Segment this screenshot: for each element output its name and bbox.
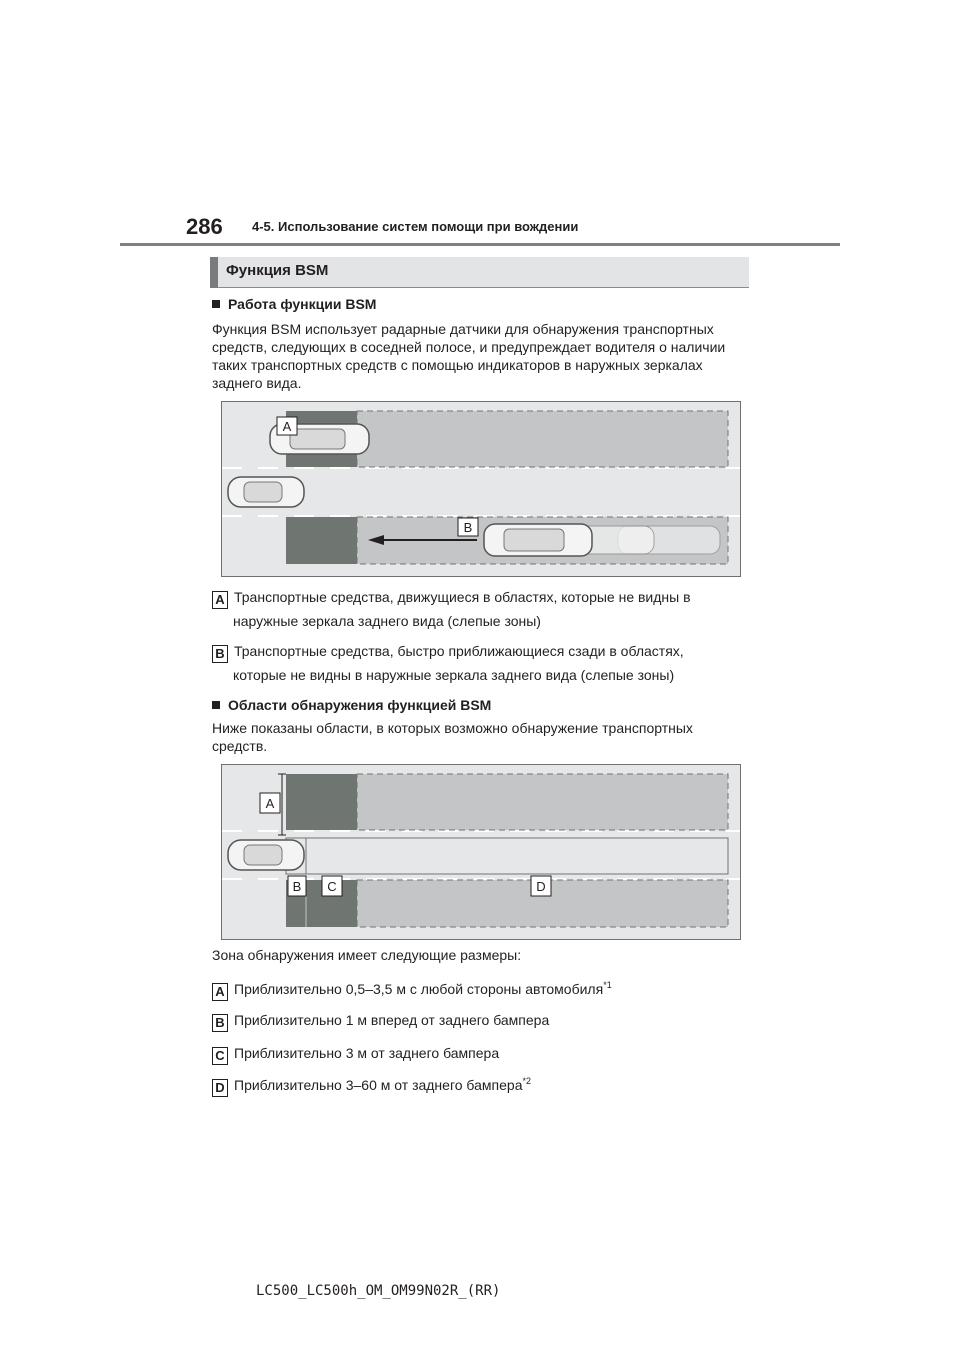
operation-heading xyxy=(212,296,376,312)
badge-d: D xyxy=(212,1079,228,1097)
dimension-c-text: Приблизительно 3 м от заднего бампера xyxy=(234,1045,500,1061)
footnote-ref-2: *2 xyxy=(522,1076,531,1086)
legend-b-line2: которые не видны в наружные зеркала заднего вида (слепые зоны) xyxy=(233,667,675,683)
dimension-item-c xyxy=(212,1044,499,1065)
legend-a-line1: Транспортные средства, движущиеся в областях, которые не видны в xyxy=(234,589,691,605)
section-title-bar xyxy=(210,257,749,288)
zone-d-upper xyxy=(357,774,728,830)
figure-label-c: C xyxy=(327,879,337,894)
square-bullet-icon xyxy=(212,701,220,709)
dimension-a-text: Приблизительно 0,5–3,5 м с любой стороны автомобиля xyxy=(234,981,604,997)
badge-a: A xyxy=(212,983,228,1001)
figure-label-b: B xyxy=(463,520,473,535)
figure-label-d: D xyxy=(536,879,546,894)
badge-b: B xyxy=(212,1014,228,1032)
header-rule xyxy=(120,243,840,246)
operation-heading-text: Работа функции BSM xyxy=(228,296,377,312)
badge-c: C xyxy=(212,1047,228,1065)
own-vehicle-car-icon xyxy=(228,477,304,507)
dimensions-intro: Зона обнаружения имеет следующие размеры: xyxy=(212,947,522,963)
dimension-item-a xyxy=(212,980,612,1001)
badge-b: B xyxy=(212,645,228,663)
approach-zone-left xyxy=(357,411,728,467)
operation-line: Функция BSM использует радарные датчики для обнаружения транспортных xyxy=(212,321,714,337)
square-bullet-icon xyxy=(212,300,220,308)
vehicle-b-car-icon xyxy=(484,524,720,556)
section-accent xyxy=(210,257,218,288)
page-number: 286 xyxy=(186,214,223,239)
detection-line: средств. xyxy=(212,738,268,754)
bsm-detection-figure xyxy=(221,764,741,940)
dimension-d-text: Приблизительно 3–60 м от заднего бампера xyxy=(234,1077,523,1093)
operation-line: заднего вида. xyxy=(212,375,302,391)
operation-paragraph xyxy=(212,320,752,392)
badge-a: A xyxy=(212,591,228,609)
section-title: Функция BSM xyxy=(226,262,329,279)
dimension-b-text: Приблизительно 1 м вперед от заднего бампера xyxy=(234,1012,550,1028)
section-path: 4-5. Использование систем помощи при вождении xyxy=(252,219,579,234)
legend-b-line1: Транспортные средства, быстро приближающиеся сзади в областях, xyxy=(234,643,684,659)
legend-item-b xyxy=(212,642,684,663)
footer-code: LC500_LC500h_OM_OM99N02R_(RR) xyxy=(256,1283,501,1299)
dimension-item-b xyxy=(212,1011,549,1032)
detection-paragraph xyxy=(212,719,752,755)
operation-line: таких транспортных средств с помощью индикаторов в наружных зеркалах xyxy=(212,357,703,373)
detection-heading-text: Области обнаружения функцией BSM xyxy=(228,697,492,713)
bsm-detection-diagram xyxy=(222,765,740,939)
zone-a-dark xyxy=(286,774,357,830)
legend-a-line2: наружные зеркала заднего вида (слепые зоны) xyxy=(233,613,541,629)
figure-label-b: B xyxy=(292,879,302,894)
detection-heading xyxy=(212,697,491,713)
figure-label-a: A xyxy=(265,796,275,811)
detection-line: Ниже показаны области, в которых возможно обнаружение транспортных xyxy=(212,720,693,736)
blind-spot-zone-right xyxy=(286,517,357,564)
bsm-operation-diagram xyxy=(222,402,740,576)
dimension-item-d xyxy=(212,1076,531,1097)
legend-item-a xyxy=(212,588,691,609)
footnote-ref-1: *1 xyxy=(603,980,612,990)
bsm-operation-figure xyxy=(221,401,741,577)
own-vehicle-car-icon xyxy=(228,840,304,870)
figure-label-a: A xyxy=(282,419,292,434)
operation-line: средств, следующих в соседней полосе, и предупреждает водителя о наличии xyxy=(212,339,726,355)
